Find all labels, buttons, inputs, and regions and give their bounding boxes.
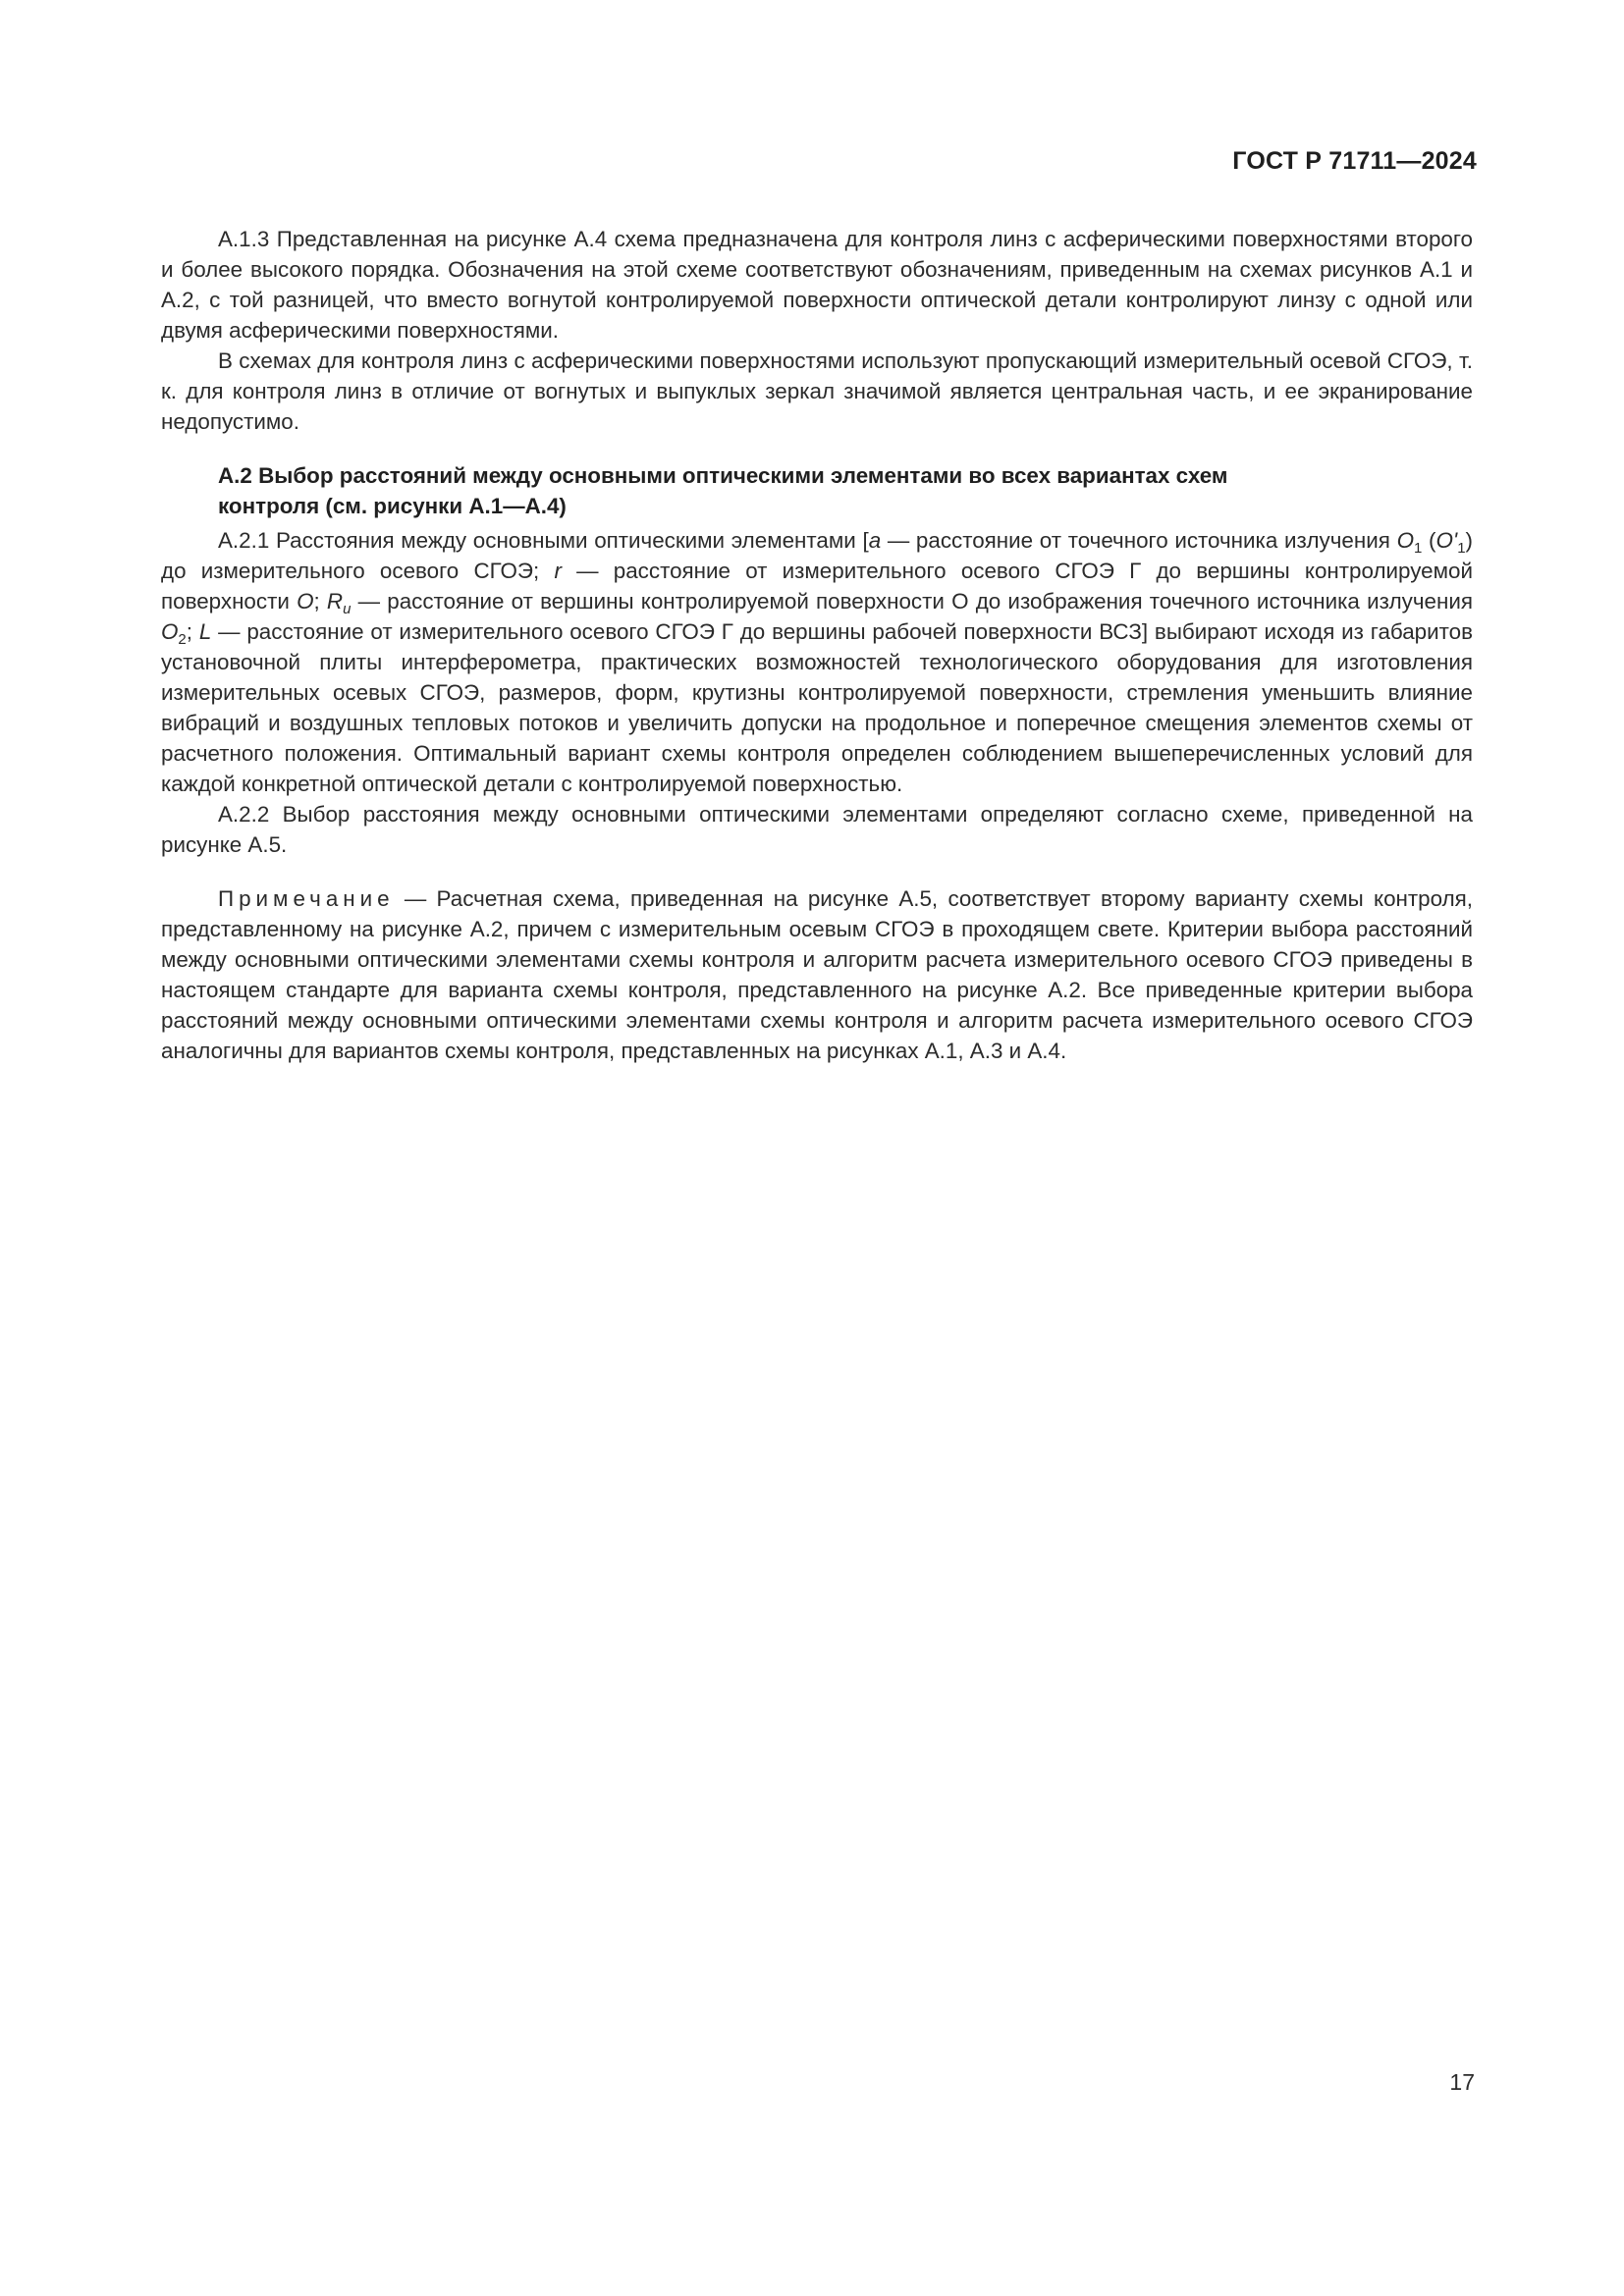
variable-l: L xyxy=(198,619,212,644)
paragraph-a13: А.1.3 Представленная на рисунке А.4 схема предназначена для контроля линз с асферическими поверхностями второго и более высокого порядка. Обозначения на этой схеме соответствуют обозначениям, приведенным на схемах рисунков А.1 и А.2, с той разницей, что вместо вогнутой контролируемой поверхности оптической детали контролируют линзу с одной или двумя асферическими поверхностями. xyxy=(161,227,1473,343)
variable-a: a xyxy=(868,528,882,553)
subscript: 2 xyxy=(178,631,187,648)
paragraph-a13-lens-schemes: В схемах для контроля линз с асферическими поверхностями используют пропускающий измерительный осевой СГОЭ, т. к. для контроля линз в отличие от вогнутых и выпуклых зеркал значимой является центральная часть, и ее экранирование недопустимо. xyxy=(161,348,1473,434)
text-fragment: — расстояние от измерительного осевого СГОЭ Г до вершины рабочей поверхности ВСЗ] выбирают исходя из габаритов установочной плиты интерферометра, практических возможностей технологического оборудования для изготовления измерительных осевых СГОЭ, размеров, форм, крутизны контролируемой поверхности, стремления уменьшить влияние вибраций и воздушных тепловых потоков и увеличить допуски на продольное и поперечное смещения элементов схемы от расчетного положения. Оптимальный вариант схемы контроля определен соблюдением вышеперечисленных условий для каждой конкретной оптической детали с контролируемой поверхностью. xyxy=(161,619,1473,796)
note-label: Примечание xyxy=(218,886,395,911)
page-number: 17 xyxy=(1449,2069,1475,2095)
text-fragment: ; xyxy=(313,589,327,614)
document-code-header: ГОСТ Р 71711—2024 xyxy=(1232,147,1477,175)
variable-o: O xyxy=(297,589,314,614)
text-fragment: ) до измерительного осевого СГОЭ; xyxy=(161,528,1473,583)
subscript: 1 xyxy=(1457,540,1466,557)
subscript: 1 xyxy=(1413,540,1423,557)
variable-o: O xyxy=(1396,528,1414,553)
text-fragment: ( xyxy=(1422,528,1436,553)
text-fragment: — расстояние от точечного источника излучения xyxy=(881,528,1397,553)
section-heading-a2-line1: А.2 Выбор расстояний между основными оптическими элементами во всех вариантах схем xyxy=(218,463,1228,488)
variable-o: O xyxy=(161,619,179,644)
variable-r-u: R xyxy=(326,589,344,614)
section-heading-a2-line2: контроля (см. рисунки А.1—А.4) xyxy=(218,494,567,518)
paragraph-a22: А.2.2 Выбор расстояния между основными оптическими элементами определяют согласно схеме, приведенной на рисунке А.5. xyxy=(161,802,1473,857)
page-content xyxy=(161,224,1473,1066)
text-fragment: — расстояние от измерительного осевого СГОЭ Г до вершины контролируемой поверхности xyxy=(161,559,1473,614)
note-text: — Расчетная схема, приведенная на рисунке А.5, соответствует второму варианту схемы контроля, представленному на рисунке А.2, причем с измерительным осевым СГОЭ в проходящем свете. Критерии выбора расстояний между основными оптическими элементами схемы контроля и алгоритм расчета измерительного осевого СГОЭ приведены в настоящем стандарте для варианта схемы контроля, представленного на рисунке А.2. Все приведенные критерии выбора расстояний между основными оптическими элементами схемы контроля и алгоритм расчета измерительного осевого СГОЭ аналогичны для вариантов схемы контроля, представленных на рисунках А.1, А.3 и А.4. xyxy=(161,886,1473,1063)
variable-r: r xyxy=(554,559,562,583)
note-paragraph xyxy=(161,883,1473,1066)
subscript: u xyxy=(343,601,352,617)
section-heading-a2 xyxy=(161,460,1473,521)
paragraph-a21 xyxy=(161,525,1473,799)
text-fragment: А.2.1 Расстояния между основными оптическими элементами [ xyxy=(218,528,869,553)
variable-o-prime: O' xyxy=(1435,528,1458,553)
text-fragment: — расстояние от вершины контролируемой поверхности О до изображения точечного источника излучения xyxy=(351,589,1473,614)
text-fragment: ; xyxy=(186,619,199,644)
